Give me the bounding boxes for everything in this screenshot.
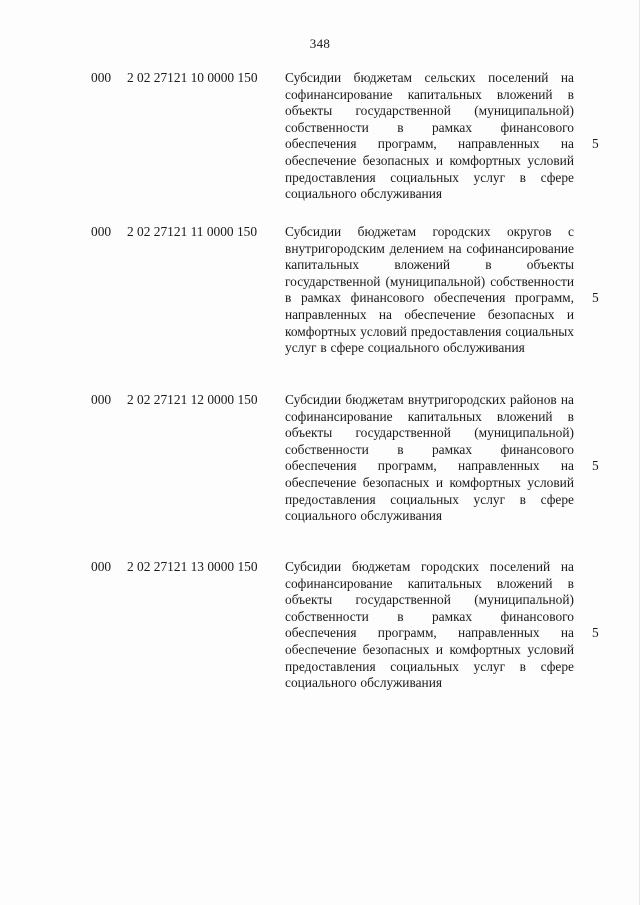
revenue-name: Субсидии бюджетам городских поселений на софинансирование капитальных вложений в объекты государственной (муниципальной) собственности в рамках финансового обеспечения программ, направленных на обеспечение безопасных и комфортных условий предоставления социальных услуг в сфере социального обслуживания bbox=[285, 559, 574, 691]
norm-value: 5 bbox=[592, 290, 599, 305]
budget-classification-code: 2 02 27121 11 0000 150 bbox=[127, 224, 258, 239]
admin-code: 000 bbox=[91, 70, 112, 85]
budget-classification-code: 2 02 27121 12 0000 150 bbox=[127, 392, 258, 407]
budget-classification-code: 2 02 27121 13 0000 150 bbox=[127, 559, 258, 574]
page-number: 348 bbox=[309, 36, 331, 51]
norm-value: 5 bbox=[592, 458, 599, 473]
revenue-name: Субсидии бюджетам городских округов с внутригородским делением на софинансирование капитальных вложений в объекты государственной (муниципальной) собственности в рамках финансового обеспечения программ, направленных на обеспечение безопасных и комфортных условий предоставления социальных услуг в сфере социального обслуживания bbox=[285, 224, 574, 356]
admin-code: 000 bbox=[91, 392, 112, 407]
admin-code: 000 bbox=[91, 559, 112, 574]
norm-value: 5 bbox=[592, 136, 599, 151]
budget-classification-code: 2 02 27121 10 0000 150 bbox=[127, 70, 258, 85]
norm-value: 5 bbox=[592, 625, 599, 640]
admin-code: 000 bbox=[91, 224, 112, 239]
revenue-name: Субсидии бюджетам сельских поселений на софинансирование капитальных вложений в объекты государственной (муниципальной) собственности в рамках финансового обеспечения программ, направленных на обеспечение безопасных и комфортных условий предоставления социальных услуг в сфере социального обслуживания bbox=[285, 70, 574, 202]
revenue-name: Субсидии бюджетам внутригородских районов на софинансирование капитальных вложений в объекты государственной (муниципальной) собственности в рамках финансового обеспечения программ, направленных на обеспечение безопасных и комфортных условий предоставления социальных услуг в сфере социального обслуживания bbox=[285, 392, 574, 524]
